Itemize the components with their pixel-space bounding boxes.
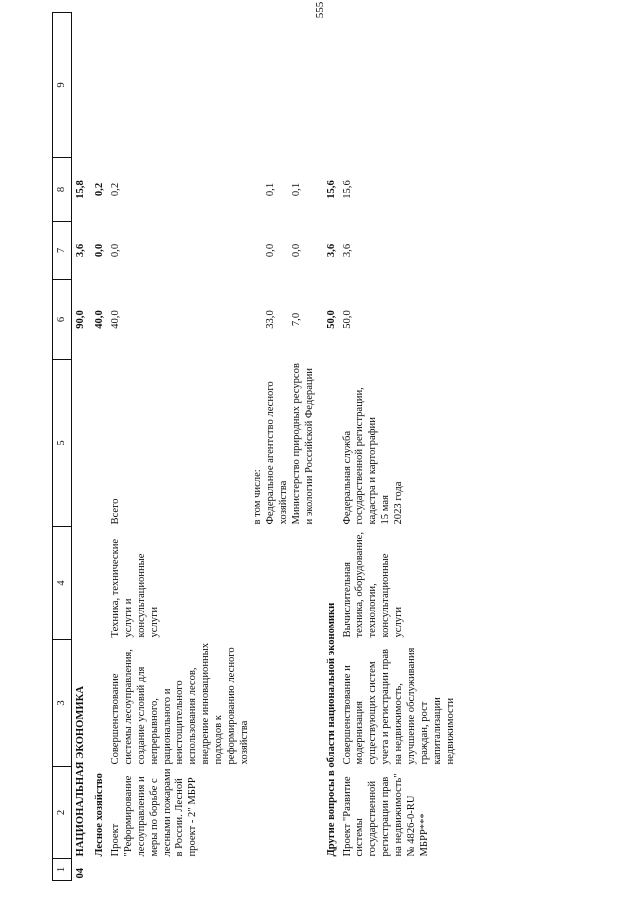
- project-forest-c8: 0,2: [109, 182, 121, 197]
- ministry-label: Министерство природных ресурсов и экологии Российской Федерации: [290, 363, 315, 525]
- project-forest-c7: 0,0: [109, 243, 121, 258]
- project-registry-goal: Совершенствование и модернизация существующих систем учета и регистрации прав на недвижимость, улучшение обслуживания граждан, рост капитализации недвижимости: [341, 647, 456, 765]
- forestry-c6: 40,0: [93, 310, 105, 329]
- project-forest-type: Техника, технические услуги и консультационные услуги: [109, 538, 160, 638]
- section-code: 04: [75, 867, 86, 879]
- header-col-5: 5: [53, 360, 72, 527]
- project-forest-total-label: Всего: [109, 498, 121, 525]
- section-row: [72, 13, 91, 881]
- project-forest-row: [110, 13, 252, 881]
- subsection-forestry-row: [91, 13, 110, 881]
- ministry-c6: 7,0: [290, 312, 302, 327]
- page-number: 555: [314, 1, 326, 19]
- section-c6: 90,0: [75, 310, 86, 329]
- project-registry-executor-cell: [342, 360, 458, 527]
- project-registry-type: Вычислительная техника, оборудование, технологии, консультационные услуги: [341, 531, 405, 638]
- project-registry-year: 2023 года: [393, 481, 405, 525]
- fed-agency-c6: 33,0: [264, 310, 276, 329]
- header-col-2: 2: [53, 767, 72, 859]
- project-registry-c6: 50,0: [341, 310, 353, 329]
- section-title: НАЦИОНАЛЬНАЯ ЭКОНОМИКА: [75, 686, 86, 857]
- fed-agency-row: [252, 13, 291, 881]
- other-title: Другие вопросы в области национальной экономики: [325, 602, 337, 857]
- project-registry-name: Проект "Развитие системы государственной регистрации прав на недвижимость" № 4826-0-RU МБРР***: [341, 773, 431, 857]
- other-c8: 15,6: [325, 180, 337, 199]
- section-c7: 3,6: [75, 243, 86, 258]
- project-registry-date: 15 мая: [380, 495, 392, 525]
- fed-agency-c7: 0,0: [264, 243, 276, 258]
- other-c7: 3,6: [325, 243, 337, 258]
- header-col-4: 4: [53, 527, 72, 640]
- fed-agency-c8: 0,1: [264, 182, 276, 197]
- project-registry-row: [342, 13, 458, 881]
- budget-table: [52, 12, 458, 881]
- header-col-7: 7: [53, 222, 72, 280]
- rotated-table-wrapper: [52, 13, 612, 881]
- fed-agency-label: [252, 360, 291, 527]
- header-row: [53, 13, 72, 881]
- header-col-1: 1: [53, 859, 72, 881]
- project-registry-c7: 3,6: [341, 243, 353, 258]
- forestry-title: Лесное хозяйство: [93, 773, 105, 857]
- incl-label: в том числе:: [251, 469, 263, 525]
- project-registry-c8: 15,6: [341, 180, 353, 199]
- subsection-other-row: [323, 13, 342, 881]
- header-col-9: 9: [53, 13, 72, 158]
- project-forest-c6: 40,0: [109, 310, 121, 329]
- forestry-c7: 0,0: [93, 243, 105, 258]
- ministry-c7: 0,0: [290, 243, 302, 258]
- project-forest-name: Проект "Реформирование лесоуправления и меры по борьбе с лесными пожарами в России. Лесной проект - 2" МБРР: [109, 768, 199, 857]
- header-col-8: 8: [53, 158, 72, 222]
- header-col-6: 6: [53, 280, 72, 360]
- project-forest-goal: Совершенствование системы лесоуправления, создание условий для непрерывного, рационального и неистощительного использования лесов, внедрение инновационных подходов к реформированию лесного хозяйства: [109, 642, 251, 765]
- other-c6: 50,0: [325, 310, 337, 329]
- fed-agency-name: Федеральное агентство лесного хозяйства: [264, 381, 289, 525]
- ministry-c8: 0,1: [290, 182, 302, 197]
- ministry-row: [291, 13, 317, 881]
- header-col-3: 3: [53, 640, 72, 767]
- forestry-c8: 0,2: [93, 182, 105, 197]
- section-c8: 15,8: [75, 180, 86, 199]
- project-registry-executor: Федеральная служба государственной регистрации, кадастра и картографии: [341, 387, 379, 525]
